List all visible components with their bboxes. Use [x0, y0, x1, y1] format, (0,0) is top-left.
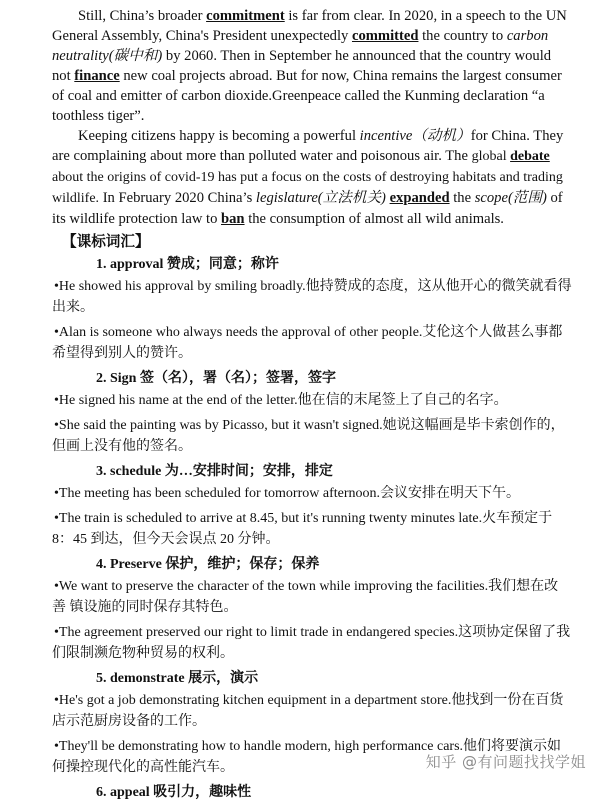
- text-run: Keeping citizens happy is becoming a powerful: [78, 128, 360, 144]
- text-run: the: [449, 190, 475, 206]
- example-sentence: •We want to preserve the character of the town while improving the facilities.我们想在改善 镇设施的同时保存其特色。: [52, 579, 559, 615]
- example-sentence: •The agreement preserved our right to limit trade in endangered species.这项协定保留了我们限制濒危物种贸易的权利。: [52, 625, 571, 661]
- keyword-expanded: expanded: [389, 190, 450, 206]
- keyword-debate: debate: [510, 149, 550, 164]
- text-run: about the origins of covid-19 has put a focus on the costs of destroying habitats and trading wildlife.: [52, 170, 563, 206]
- keyword-ban: ban: [221, 211, 245, 227]
- example-sentence: •The train is scheduled to arrive at 8.45, but it's running twenty minutes late.火车预定于 8：45 到达，但今天会误点 20 分钟。: [52, 511, 553, 547]
- example-sentence: •He showed his approval by smiling broadly.他持赞成的态度，这从他开心的微笑就看得出来。: [52, 279, 572, 315]
- example-sentence: •The meeting has been scheduled for tomorrow afternoon.会议安排在明天下午。: [54, 486, 521, 501]
- vocab-heading-appeal: 6. appeal 吸引力，趣味性: [96, 785, 252, 800]
- section-title: 【课标词汇】: [62, 234, 150, 250]
- keyword-committed: committed: [351, 28, 419, 44]
- example-sentence: •She said the painting was by Picasso, but it wasn't signed.她说这幅画是毕卡索创作的，但画上没有他的签名。: [52, 418, 565, 454]
- keyword-legislature: legislature(立法机关): [255, 190, 386, 206]
- text-run: global: [471, 149, 511, 164]
- paragraph-commitment: [52, 6, 572, 126]
- paragraph-incentive: [52, 126, 572, 229]
- text-run: is far from clear. In 2020, in a speech to the UN General Assembly, China's President unexpectedly: [52, 8, 567, 44]
- example-sentence: •Alan is someone who always needs the approval of other people.艾伦这个人做甚么事都希望得到别人的赞许。: [52, 325, 563, 361]
- text-run: the country to: [418, 28, 507, 44]
- vocab-heading-preserve: 4. Preserve 保护，维护；保存；保养: [96, 557, 320, 572]
- keyword-finance: finance: [74, 68, 120, 84]
- text-run: In February 2020 China’s: [99, 190, 256, 206]
- vocab-heading-demonstrate: 5. demonstrate 展示，演示: [96, 671, 259, 686]
- keyword-incentive: incentive（动机）: [359, 128, 471, 144]
- example-sentence: •He's got a job demonstrating kitchen equipment in a department store.他找到一份在百货店示范厨房设备的工作。: [52, 693, 564, 729]
- keyword-scope: scope(范围): [474, 190, 547, 206]
- text-run: for China. They are complaining about more than polluted water and poisonous air. The: [52, 128, 564, 164]
- text-run: new coal projects abroad. But for now, China remains the largest consumer of coal and emitter of carbon dioxide.Greenpeace called the Kunming declaration “a toothless tiger”.: [52, 68, 562, 124]
- vocab-heading-sign: 2. Sign 签（名），署（名）；签署，签字: [96, 371, 336, 386]
- text-run: the consumption of almost all wild animals.: [244, 211, 504, 227]
- vocab-heading-schedule: 3. schedule 为…安排时间；安排，排定: [96, 464, 333, 479]
- example-sentence: •He signed his name at the end of the letter.他在信的末尾签上了自己的名字。: [54, 393, 508, 408]
- text-run: of its wildlife protection law to: [52, 190, 563, 227]
- vocab-heading-approval: 1. approval 赞成；同意；称许: [96, 257, 279, 272]
- text-run: Still, China’s broader: [78, 8, 207, 24]
- zhihu-watermark: 知乎 @有问题找找学姐: [425, 753, 586, 771]
- text-run: by 2060. Then in September he announced that the country would not: [52, 48, 552, 84]
- keyword-carbon-neutrality: carbon neutrality(碳中和): [52, 28, 549, 64]
- keyword-commitment: commitment: [206, 8, 285, 24]
- example-sentence: •They'll be demonstrating how to handle modern, high performance cars.他们将要演示如何操控现代化的高性能汽车。: [52, 739, 562, 775]
